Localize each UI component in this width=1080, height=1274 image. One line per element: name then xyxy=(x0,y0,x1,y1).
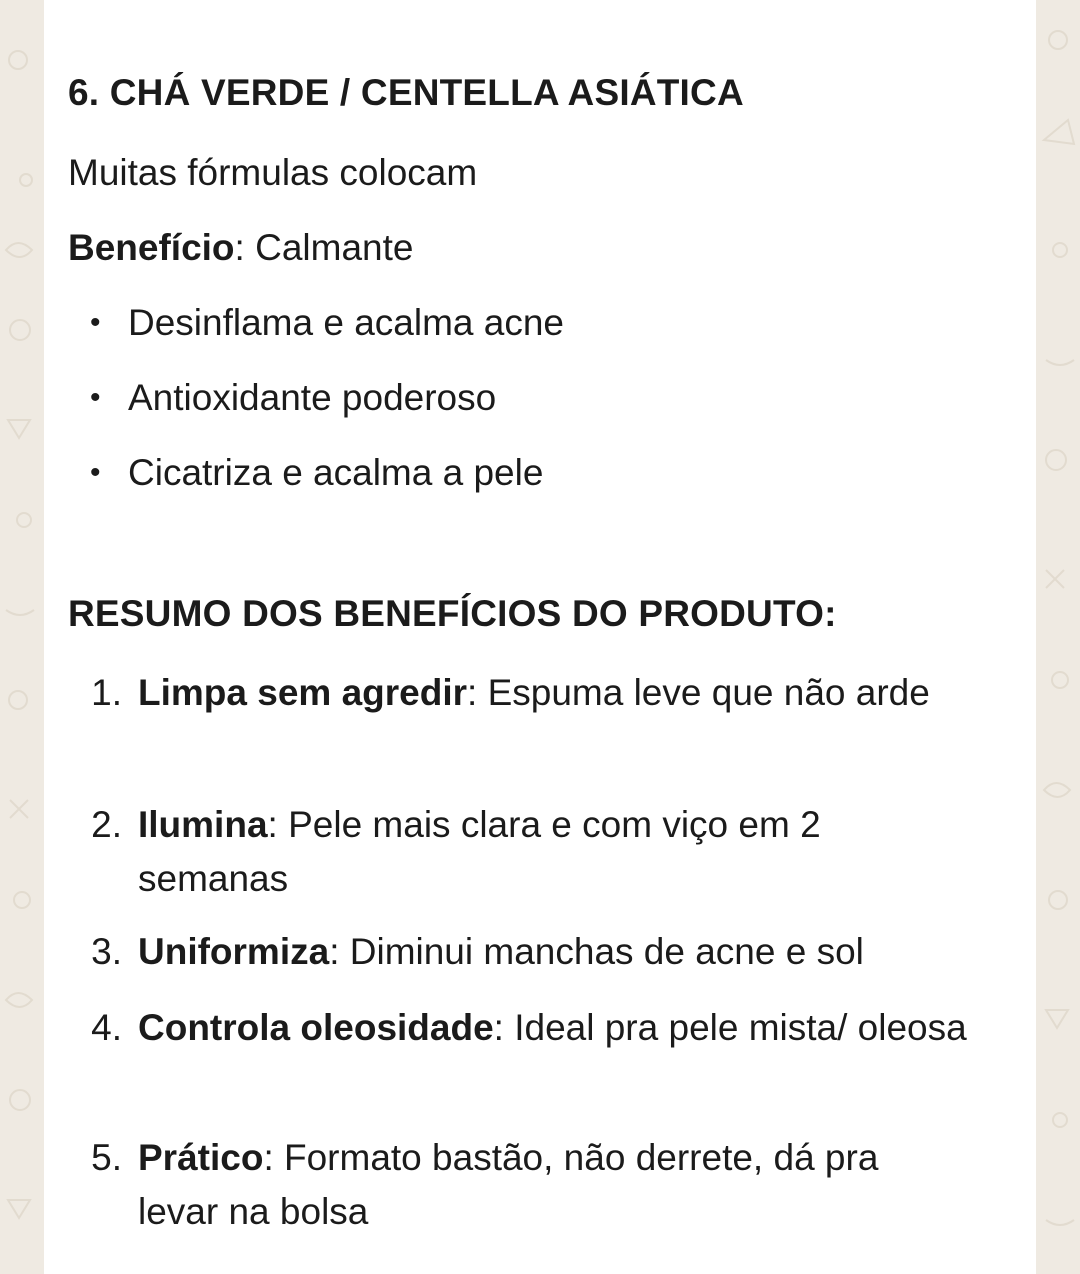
item-text xyxy=(138,666,968,720)
bullet-text: Antioxidante poderoso xyxy=(128,377,497,418)
item-text xyxy=(138,1131,968,1239)
item-bold-label: Uniformiza xyxy=(138,931,330,972)
bullet-marker: • xyxy=(90,381,101,414)
item-number: 3. xyxy=(91,931,122,972)
item-description: : Diminui manchas de acne e sol xyxy=(329,931,864,972)
summary-heading: RESUMO DOS BENEFÍCIOS DO PRODUTO: xyxy=(68,593,837,634)
item-description: : Ideal pra pele mista/ oleosa xyxy=(493,1007,967,1048)
bullet-item xyxy=(44,451,1004,495)
item-description: : Formato bastão, não derrete, dá pra levar na bolsa xyxy=(138,1137,879,1232)
bullet-text: Cicatriza e acalma a pele xyxy=(128,452,544,493)
section-heading-cha-verde: 6. CHÁ VERDE / CENTELLA ASIÁTICA xyxy=(68,72,744,113)
item-description: : Espuma leve que não arde xyxy=(467,672,930,713)
bullet-marker: • xyxy=(90,456,101,489)
item-number: 1. xyxy=(91,672,122,713)
item-bold-label: Controla oleosidade xyxy=(138,1007,494,1048)
item-description: : Pele mais clara e com viço em 2 semanas xyxy=(138,804,821,899)
bullet-marker: • xyxy=(90,306,101,339)
item-bold-label: Ilumina xyxy=(138,804,268,845)
item-bold-label: Prático xyxy=(138,1137,264,1178)
benefit-label: Benefício xyxy=(68,227,235,268)
item-number: 4. xyxy=(91,1007,122,1048)
bullet-text: Desinflama e acalma acne xyxy=(128,302,564,343)
message-bubble xyxy=(44,0,1036,1274)
item-bold-label: Limpa sem agredir xyxy=(138,672,468,713)
item-number: 2. xyxy=(91,804,122,845)
bullet-item xyxy=(44,376,1004,420)
benefit-value: : Calmante xyxy=(234,227,414,268)
benefit-line xyxy=(68,226,413,270)
item-number: 5. xyxy=(91,1137,122,1178)
item-text xyxy=(138,925,968,979)
item-text xyxy=(138,798,968,906)
bullet-item xyxy=(44,301,1004,345)
intro-text: Muitas fórmulas colocam xyxy=(68,152,478,193)
item-text xyxy=(138,1001,968,1055)
